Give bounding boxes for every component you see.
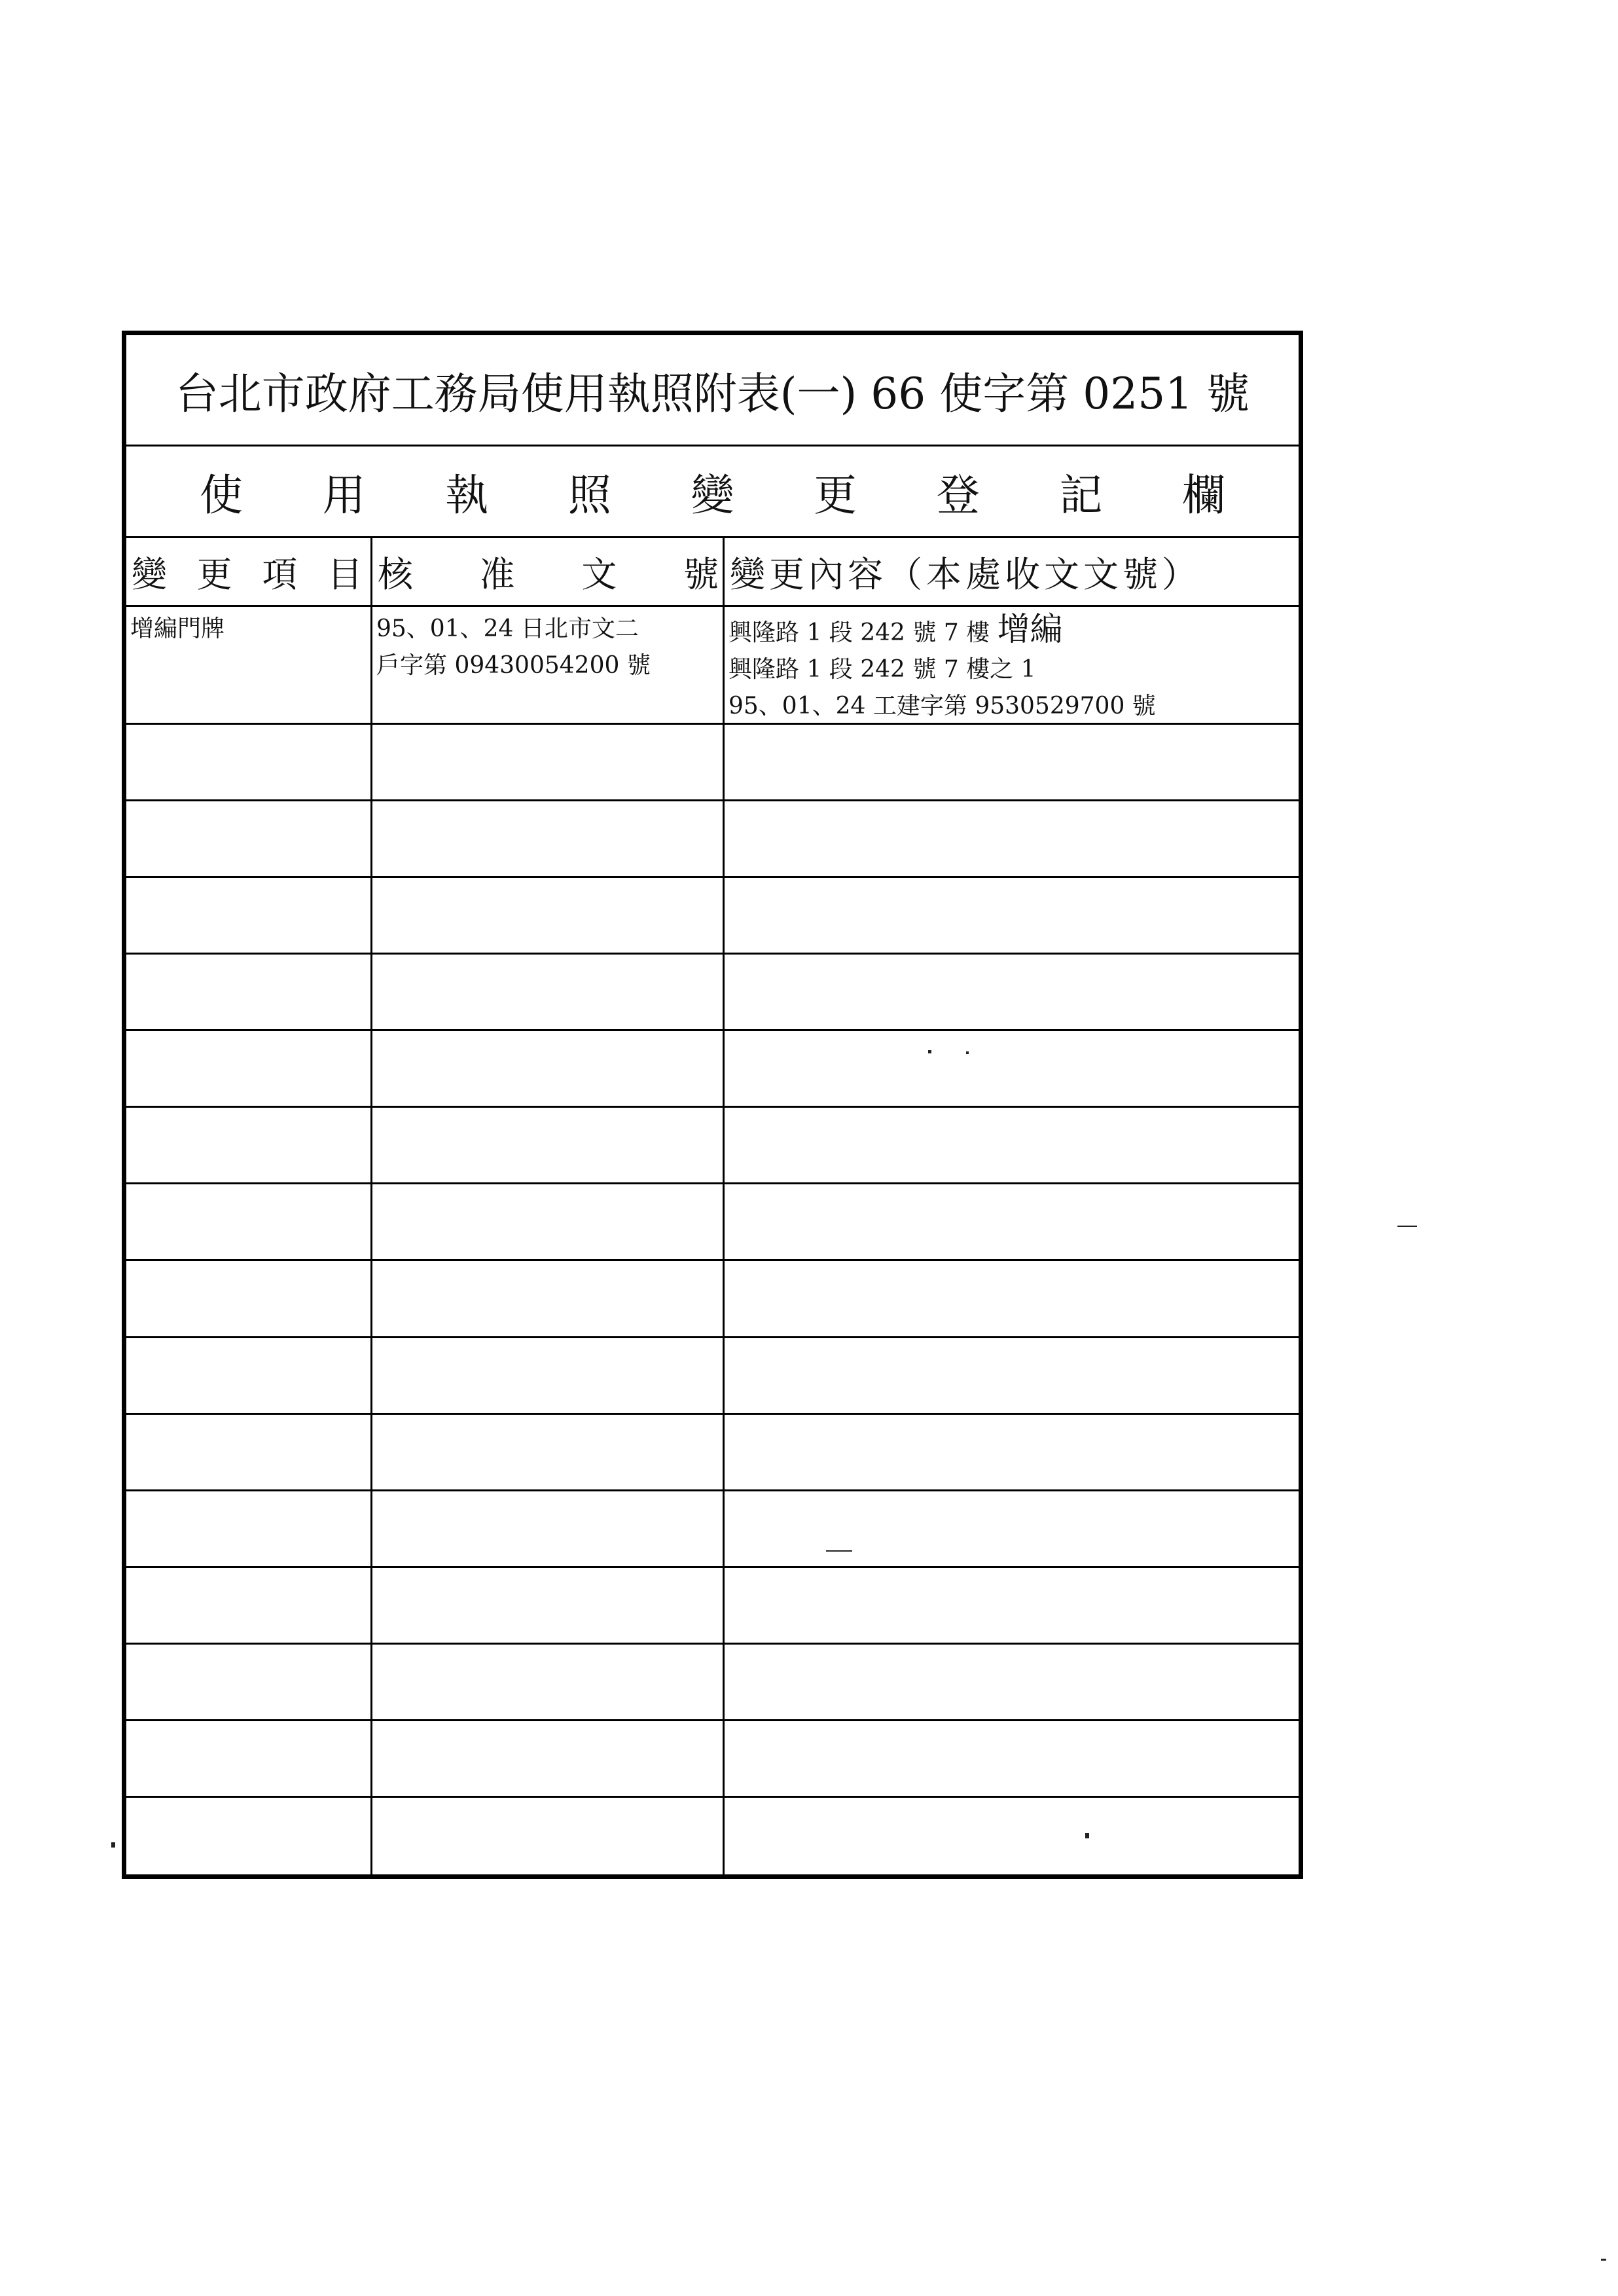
empty-cell [126,1338,370,1413]
header-char: 核 [378,553,413,595]
heading-char: 使 [200,470,243,520]
empty-cell [725,1415,1299,1489]
entry-approval [372,607,723,723]
content-line: 95、01、24 工建字第 9530529700 號 [728,693,1156,720]
header-char: 項 [262,553,298,595]
empty-cell [126,1415,370,1489]
empty-cell [372,801,723,876]
empty-cell [725,1338,1299,1413]
table-row [126,1798,1299,1874]
column-header-approval [372,538,723,605]
header-char: 號 [683,553,719,595]
table-row [126,1031,1299,1108]
approval-line: 戶字第 09430054200 號 [376,652,651,679]
scan-speck [111,1842,115,1848]
empty-cell [126,1031,370,1106]
heading-char: 用 [322,470,366,520]
empty-cell [126,1645,370,1719]
heading-char: 執 [445,470,489,520]
column-divider [370,538,372,1874]
empty-cell [126,955,370,1029]
table-row [126,801,1299,878]
form-title: 台北市政府工務局使用執照附表(一) 66 使字第 0251 號 [126,335,1299,446]
empty-cell [372,1184,723,1259]
table-row [126,1261,1299,1338]
empty-cell [372,955,723,1029]
change-record-table [126,538,1299,1874]
empty-cell [725,1261,1299,1336]
empty-cell [126,801,370,876]
table-row [126,878,1299,955]
empty-cell [372,1645,723,1719]
empty-cell [372,1568,723,1643]
table-row [126,1184,1299,1261]
empty-cell [372,1721,723,1796]
empty-cell [725,1491,1299,1566]
empty-cell [372,1415,723,1489]
empty-cell [372,1798,723,1874]
empty-cell [372,1261,723,1336]
entry-item: 增編門牌 [130,615,225,642]
empty-cell [725,1645,1299,1719]
empty-cell [725,1108,1299,1182]
empty-cell [725,1031,1299,1106]
empty-cell [372,1031,723,1106]
scan-speck [826,1550,852,1552]
entry-content [725,607,1299,723]
scan-speck [928,1050,931,1053]
empty-cell [126,1568,370,1643]
empty-cell [725,725,1299,799]
table-row [126,1491,1299,1568]
heading-char: 欄 [1182,470,1225,520]
empty-cell [725,955,1299,1029]
empty-cell [725,1721,1299,1796]
heading-char: 照 [567,470,611,520]
empty-cell [372,1108,723,1182]
table-row [126,1645,1299,1721]
header-char: 准 [479,553,515,595]
empty-cell [126,1721,370,1796]
scan-speck [966,1051,969,1054]
column-header-content: 變更內容（本處收文文號） [730,553,1201,595]
table-row [126,1568,1299,1645]
header-char: 文 [581,553,617,595]
heading-char: 登 [936,470,980,520]
empty-cell [126,1261,370,1336]
table-row [126,1721,1299,1798]
approval-line: 95、01、24 日北市文二 [376,615,639,642]
scan-speck [1085,1833,1089,1838]
empty-cell [126,1491,370,1566]
heading-char: 變 [691,470,734,520]
scan-speck [1601,2259,1606,2261]
license-appendix-form [122,331,1303,1879]
content-line [728,611,1299,651]
heading-char: 記 [1059,470,1103,520]
table-row [126,1338,1299,1415]
empty-cell [126,1184,370,1259]
header-char: 更 [196,553,232,595]
empty-cell [372,725,723,799]
empty-cell [725,1568,1299,1643]
change-record-heading [126,446,1299,538]
heading-char: 更 [814,470,857,520]
content-line: 興隆路 1 段 242 號 7 樓之 1 [728,656,1036,683]
table-row [126,725,1299,801]
column-divider [723,538,725,1874]
table-row [126,955,1299,1031]
header-char: 目 [327,553,363,595]
empty-cell [725,1184,1299,1259]
table-header-row [126,538,1299,607]
column-header-item [126,538,370,605]
empty-cell [126,1108,370,1182]
header-char: 變 [132,553,167,595]
table-row [126,1108,1299,1184]
table-row [126,1415,1299,1491]
empty-cell [372,1491,723,1566]
table-row [126,607,1299,725]
content-note: 增編 [997,610,1063,648]
empty-cell [725,1798,1299,1874]
empty-cell [372,1338,723,1413]
empty-cell [725,801,1299,876]
empty-cell [725,878,1299,953]
empty-cell [126,1798,370,1874]
content-address: 興隆路 1 段 242 號 7 樓 [728,619,990,646]
empty-cell [372,878,723,953]
empty-cell [126,878,370,953]
empty-cell [126,725,370,799]
scan-speck [1397,1226,1417,1227]
